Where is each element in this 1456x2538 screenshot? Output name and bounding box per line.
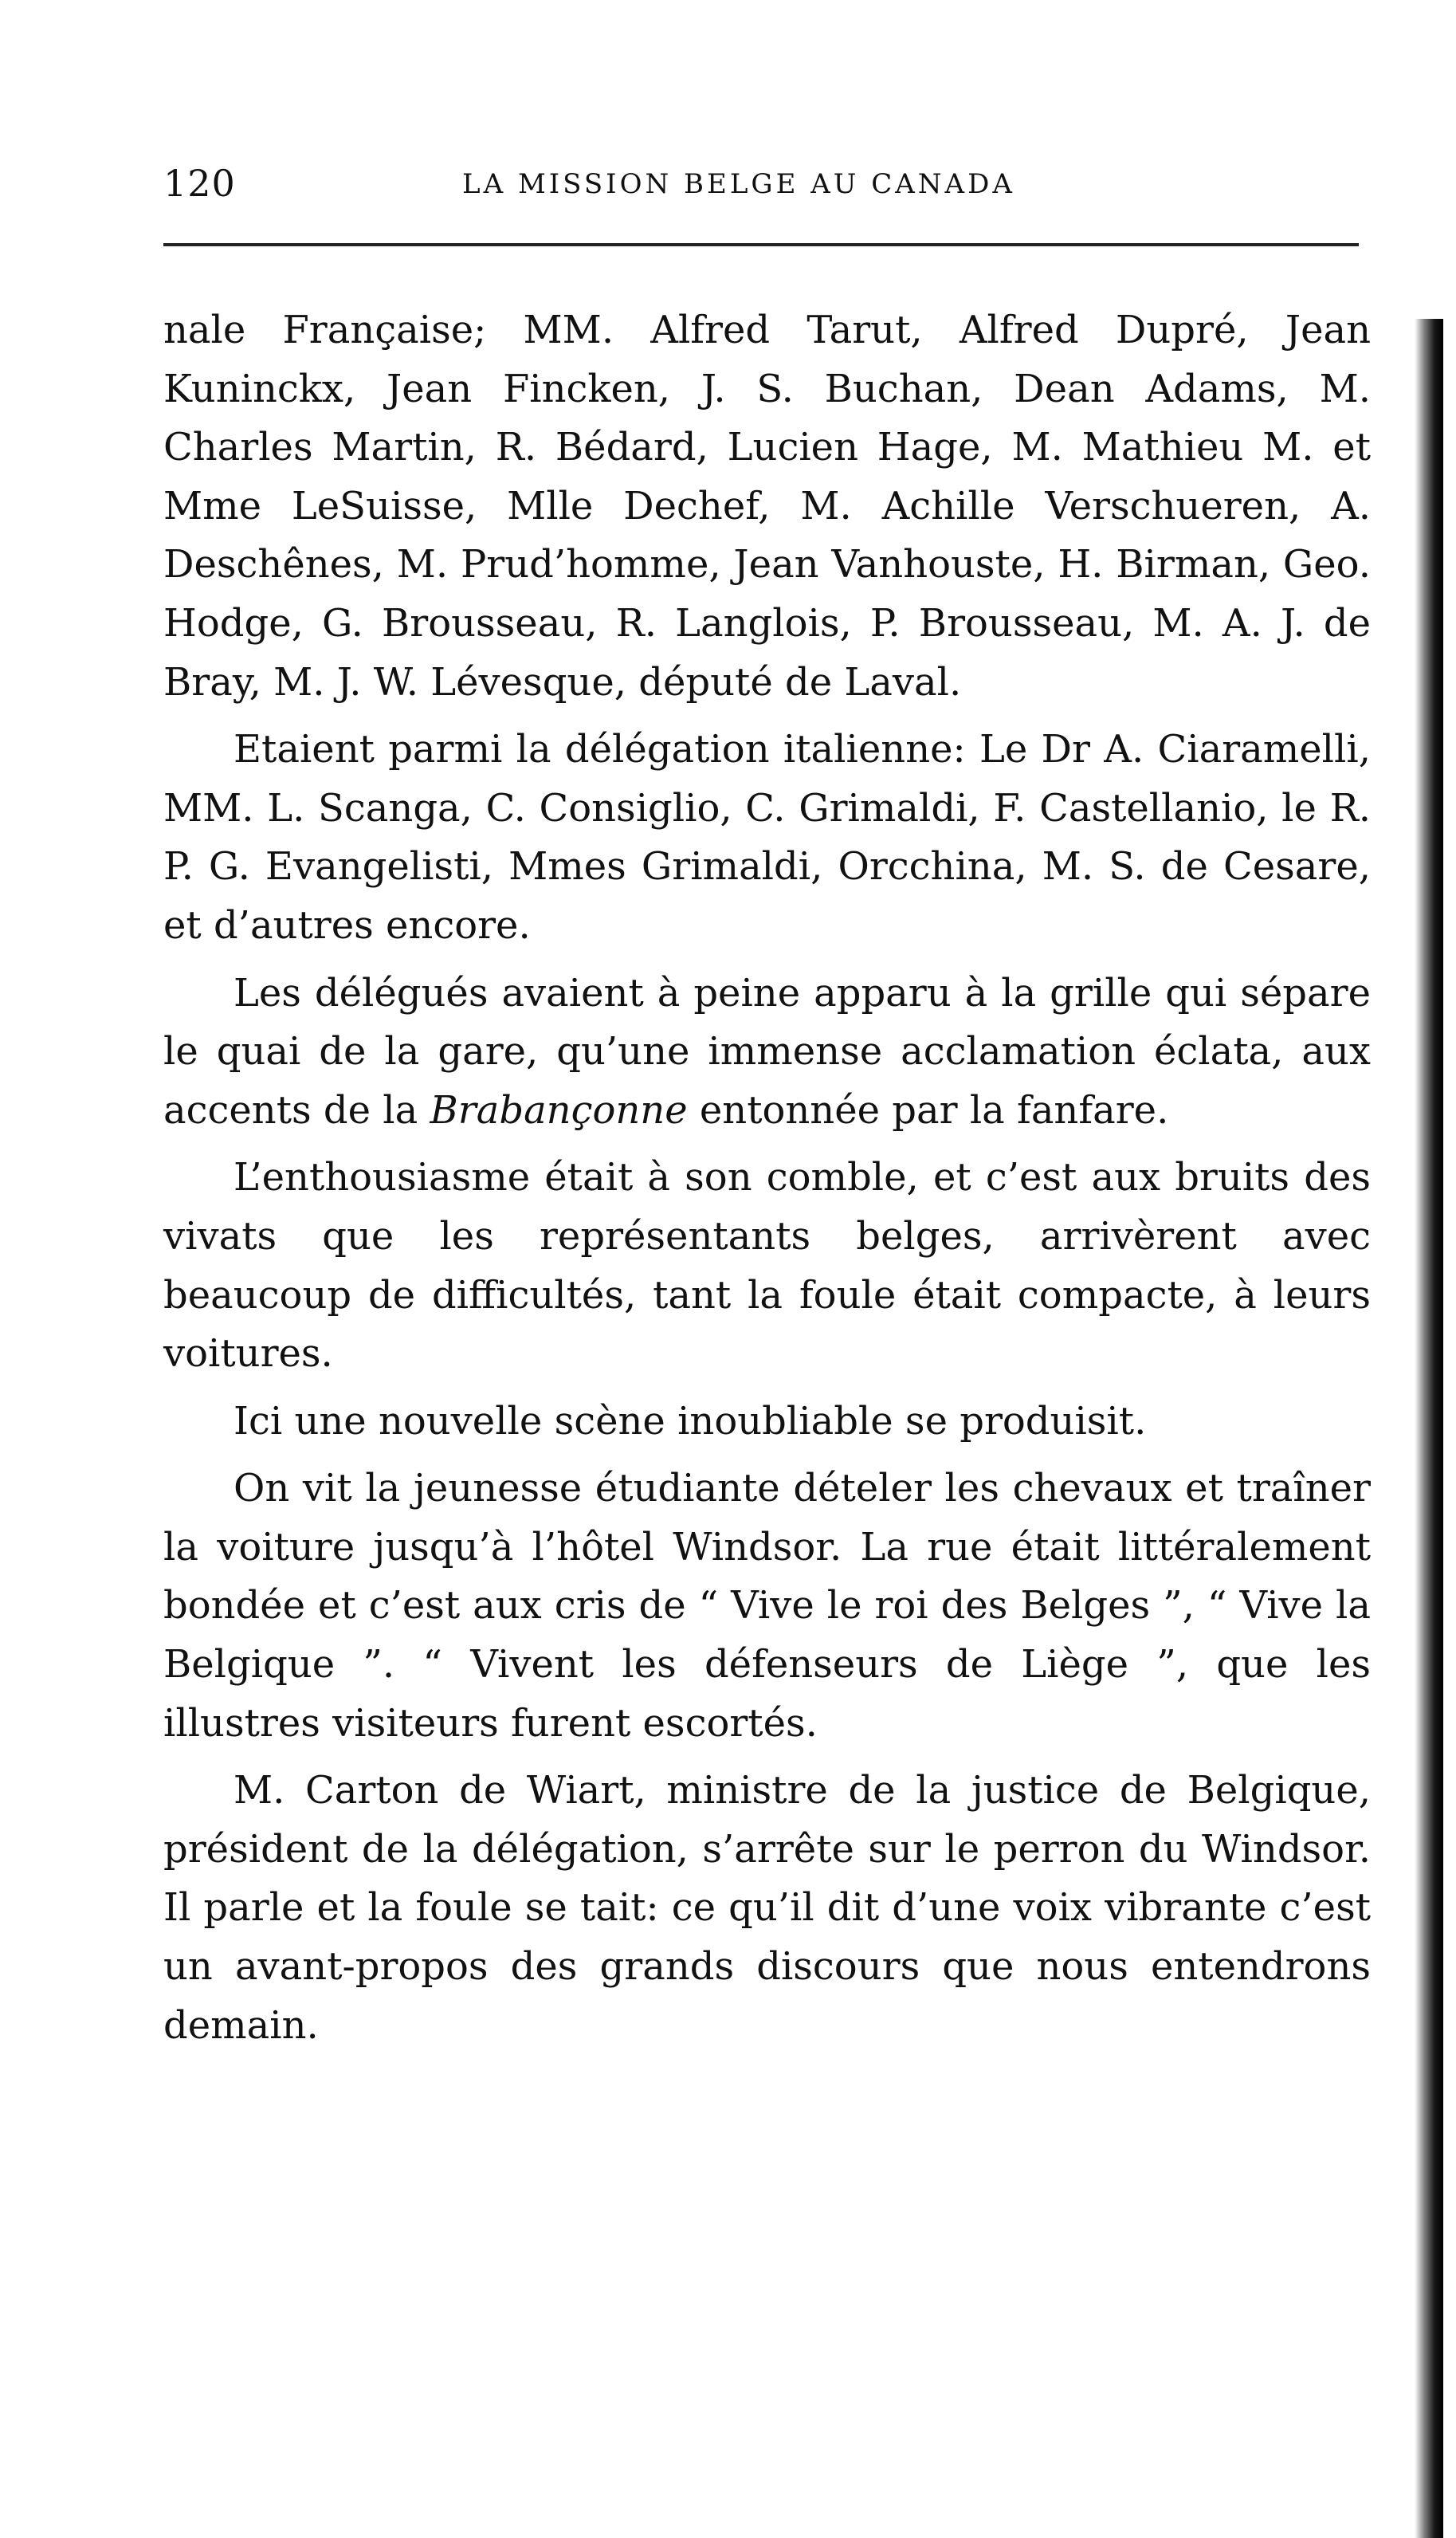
paragraph-acclamation-before: Les délégués avaient à peine apparu à la grille qui sépare le quai de la gare, qu’une immense acclamation éclata, aux accents de la bbox=[163, 970, 1371, 1133]
paragraph-students: On vit la jeunesse étudiante dételer les chevaux et traîner la voiture jusqu’à l’hôtel Windsor. La rue était littéralement bondée et c’est aux cris de “ Vive le roi des Belges ”, “ Vive la Belgique ”. “ Vivent les défenseurs de Liège ”, que les illustres visiteurs furent escortés. bbox=[163, 1466, 1371, 1746]
body-text bbox=[163, 301, 1371, 2064]
header-rule bbox=[163, 243, 1359, 246]
running-title: LA MISSION BELGE AU CANADA bbox=[462, 168, 1015, 200]
paragraph-acclamation-after: entonnée par la fanfare. bbox=[687, 1087, 1169, 1133]
paragraph-continued-list: nale Française; MM. Alfred Tarut, Alfred Dupré, Jean Kuninckx, Jean Fincken, J. S. Buchan, Dean Adams, M. Charles Martin, R. Bédard, Lucien Hage, M. Mathieu M. et Mme LeSuisse, Mlle Dechef, M. Achille Verschueren, A. Deschênes, M. Prud’homme, Jean Vanhouste, H. Birman, Geo. Hodge, G. Brousseau, R. Langlois, P. Brousseau, M. A. J. de Bray, M. J. W. Lévesque, député de Laval. bbox=[163, 308, 1371, 705]
paragraph-italian-delegation: Etaient parmi la délégation italienne: Le Dr A. Ciaramelli, MM. L. Scanga, C. Consiglio, C. Grimaldi, F. Castellanio, le R. P. G. Evangelisti, Mmes Grimaldi, Orcchina, M. S. de Cesare, et d’autres encore. bbox=[163, 727, 1371, 948]
paragraph-enthusiasm: L’enthousiasme était à son comble, et c’est aux bruits des vivats que les représentants belges, arrivèrent avec beaucoup de difficultés, tant la foule était compacte, à leurs voitures. bbox=[163, 1155, 1371, 1377]
paragraph-new-scene: Ici une nouvelle scène inoubliable se produisit. bbox=[234, 1398, 1147, 1444]
page-number: 120 bbox=[163, 162, 236, 205]
anthem-title: Brabançonne bbox=[430, 1087, 688, 1133]
page-header bbox=[163, 159, 1359, 207]
paragraph-acclamation bbox=[163, 965, 1371, 1141]
paragraph-carton-de-wiart: M. Carton de Wiart, ministre de la justice de Belgique, président de la délégation, s’arrête sur le perron du Windsor. Il parle et la foule se tait: ce qu’il dit d’une voix vibrante c’est un avant-propos des grands discours que nous entendrons demain. bbox=[163, 1768, 1371, 2048]
page-edge-shadow bbox=[1415, 319, 1443, 2538]
